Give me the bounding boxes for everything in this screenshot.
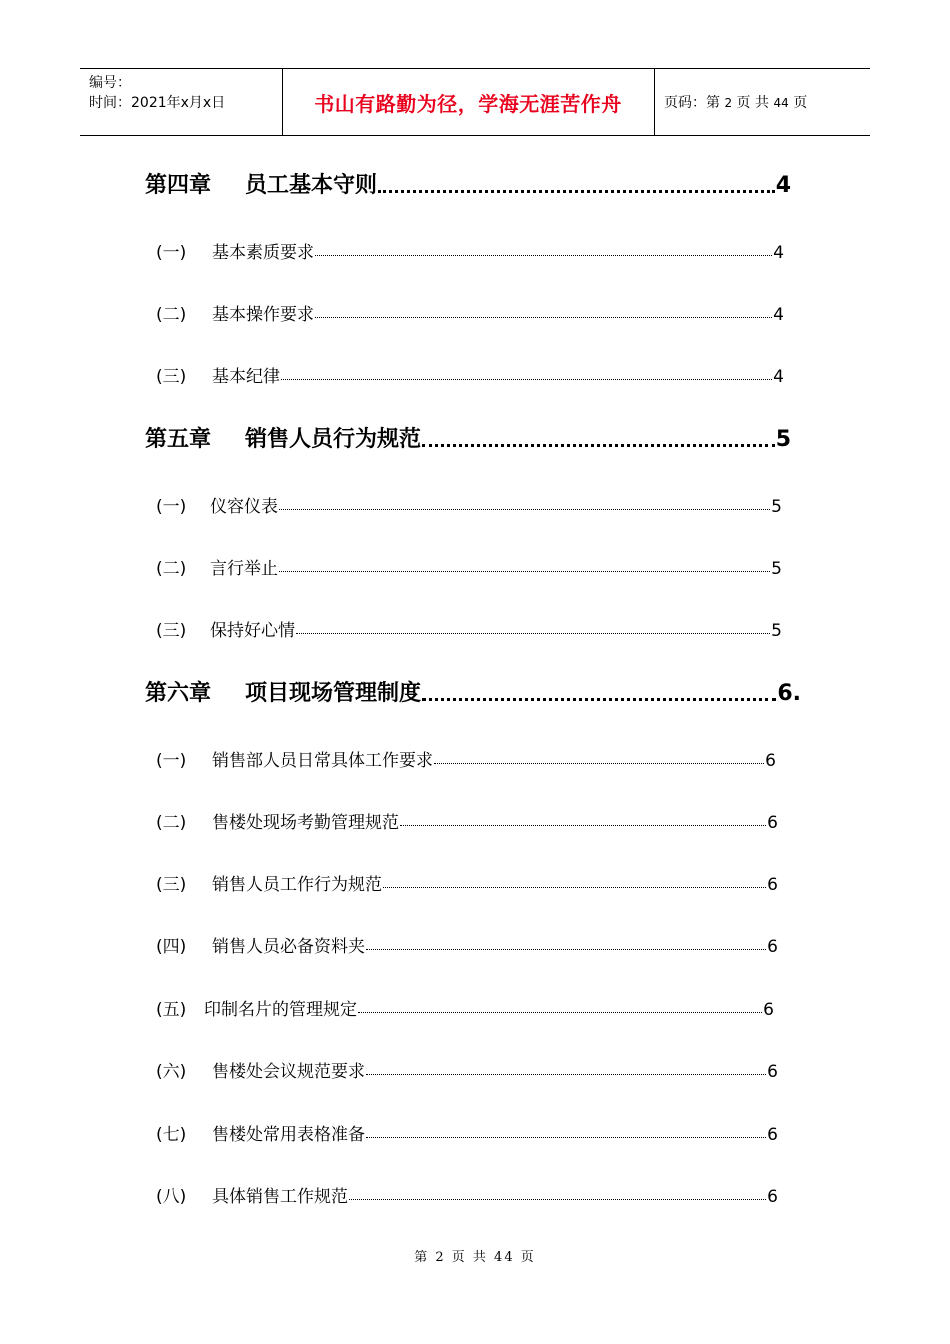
chapter-number: 第五章	[145, 427, 212, 452]
item-title: 售楼处会议规范要求	[212, 1062, 365, 1082]
toc-item[interactable]	[156, 492, 782, 516]
item-title: 具体销售工作规范	[212, 1187, 348, 1207]
toc-item[interactable]	[156, 238, 784, 262]
dot-leader	[400, 825, 766, 826]
item-title: 印制名片的管理规定	[204, 1000, 357, 1020]
page-footer: 第 2 页 共 44 页	[414, 1250, 536, 1265]
header-divider	[654, 69, 655, 135]
toc-item[interactable]	[156, 300, 784, 324]
item-page: 6	[765, 751, 776, 771]
chapter-page: 6.	[777, 681, 801, 706]
doc-number-label: 编号：	[89, 75, 131, 91]
item-title: 基本纪律	[212, 367, 280, 387]
chapter-title: 销售人员行为规范	[245, 427, 422, 452]
item-page: 4	[773, 367, 784, 387]
toc-item[interactable]	[156, 932, 778, 956]
dot-leader	[279, 509, 770, 510]
chapter-page: 5	[775, 427, 791, 452]
toc-item[interactable]	[156, 1182, 778, 1206]
item-page: 4	[773, 243, 784, 263]
header-info	[89, 73, 225, 113]
item-title: 销售人员必备资料夹	[212, 937, 365, 957]
page-number: 2	[724, 96, 733, 110]
item-number: (五)	[156, 1000, 187, 1020]
item-page: 6	[763, 1000, 774, 1020]
item-page: 5	[771, 497, 782, 517]
page-label: 页码：第	[664, 95, 720, 111]
item-title: 基本操作要求	[212, 305, 314, 325]
dot-leader	[422, 698, 776, 701]
toc-item[interactable]	[156, 746, 776, 770]
item-title: 保持好心情	[210, 621, 295, 641]
toc-item[interactable]	[156, 362, 784, 386]
page-header	[80, 68, 870, 136]
dot-leader	[434, 763, 764, 764]
item-title: 销售部人员日常具体工作要求	[212, 751, 433, 771]
item-title: 基本素质要求	[212, 243, 314, 263]
toc-item[interactable]	[156, 554, 782, 578]
dot-leader	[366, 1137, 766, 1138]
toc-item[interactable]	[156, 870, 778, 894]
item-page: 6	[767, 937, 778, 957]
item-number: (二)	[156, 305, 187, 325]
item-page: 6	[767, 1187, 778, 1207]
dot-leader	[315, 255, 772, 256]
header-motto: 书山有路勤为径，学海无涯苦作舟	[314, 91, 622, 116]
dot-leader	[422, 444, 775, 447]
date-label: 时间：2021年x月x日	[89, 95, 226, 111]
item-number: (二)	[156, 559, 187, 579]
dot-leader	[366, 1074, 766, 1075]
toc-item[interactable]	[156, 995, 774, 1019]
dot-leader	[296, 633, 770, 634]
dot-leader	[358, 1012, 762, 1013]
item-number: (三)	[156, 875, 187, 895]
toc-item[interactable]	[156, 1057, 778, 1081]
toc-chapter-5[interactable]	[145, 422, 791, 452]
page-mid-label: 页 共	[736, 95, 769, 111]
dot-leader	[366, 949, 766, 950]
item-number: (一)	[156, 243, 187, 263]
page-end-label: 页	[793, 95, 808, 111]
dot-leader	[279, 571, 770, 572]
item-page: 6	[767, 1125, 778, 1145]
item-title: 售楼处常用表格准备	[212, 1125, 365, 1145]
item-number: (一)	[156, 497, 187, 517]
chapter-number: 第六章	[145, 681, 212, 706]
item-number: (一)	[156, 751, 187, 771]
toc-chapter-4[interactable]	[145, 168, 791, 198]
item-page: 5	[771, 621, 782, 641]
dot-leader	[383, 887, 766, 888]
item-page: 6	[767, 875, 778, 895]
toc-item[interactable]	[156, 1120, 778, 1144]
chapter-number: 第四章	[145, 173, 212, 198]
item-title: 仪容仪表	[210, 497, 278, 517]
page-total: 44	[773, 96, 789, 110]
toc-chapter-6[interactable]	[145, 676, 801, 706]
dot-leader	[378, 190, 775, 193]
item-number: (二)	[156, 813, 187, 833]
dot-leader	[315, 317, 772, 318]
item-number: (四)	[156, 937, 187, 957]
item-page: 6	[767, 813, 778, 833]
item-title: 言行举止	[210, 559, 278, 579]
toc-item[interactable]	[156, 808, 778, 832]
chapter-title: 员工基本守则	[245, 173, 378, 198]
header-page-info	[664, 93, 807, 113]
item-title: 销售人员工作行为规范	[212, 875, 382, 895]
item-page: 6	[767, 1062, 778, 1082]
item-number: (六)	[156, 1062, 187, 1082]
chapter-page: 4	[775, 173, 791, 198]
item-page: 5	[771, 559, 782, 579]
dot-leader	[281, 379, 772, 380]
toc-item[interactable]	[156, 616, 782, 640]
chapter-title: 项目现场管理制度	[245, 681, 422, 706]
dot-leader	[349, 1199, 766, 1200]
item-number: (三)	[156, 621, 187, 641]
item-number: (八)	[156, 1187, 187, 1207]
item-page: 4	[773, 305, 784, 325]
item-number: (三)	[156, 367, 187, 387]
item-number: (七)	[156, 1125, 187, 1145]
item-title: 售楼处现场考勤管理规范	[212, 813, 399, 833]
